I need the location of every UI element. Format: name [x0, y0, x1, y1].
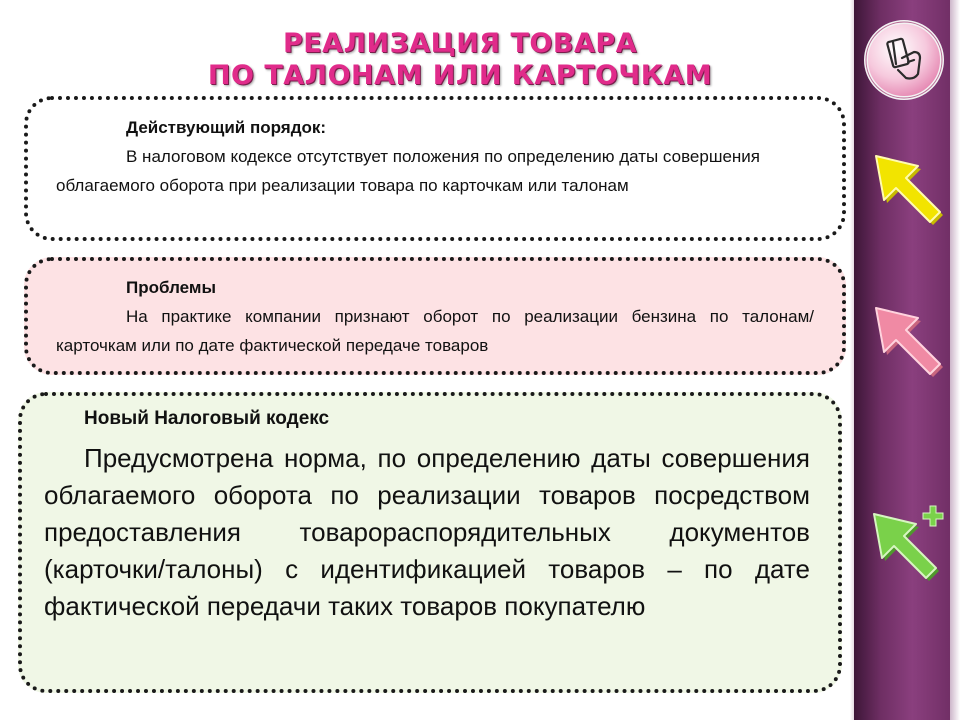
slide-title-line2: ПО ТАЛОНАМ ИЛИ КАРТОЧКАМ — [207, 60, 713, 91]
current-procedure-box — [24, 96, 846, 241]
new-tax-code-heading: Новый Налоговый кодекс — [84, 408, 330, 429]
problems-heading: Проблемы — [126, 278, 216, 297]
pink-arrow-icon[interactable] — [868, 300, 948, 380]
card-hand-icon[interactable] — [862, 18, 946, 102]
new-tax-code-text: Предусмотрена норма, по определению даты совершения облагаемого оборота по реализации товаров посредством предоставления товарораспорядительных документов (карточки/талоны) с идентификацией товаров – по дате фактической передачи таких товаров покупателю — [44, 443, 810, 621]
green-arrow-plus-icon[interactable] — [866, 500, 950, 584]
sidebar-edge-right — [950, 0, 960, 720]
new-tax-code-box — [18, 392, 842, 693]
current-procedure-heading: Действующий порядок: — [126, 118, 327, 137]
slide-title — [150, 28, 770, 92]
yellow-arrow-icon[interactable] — [868, 148, 948, 228]
current-procedure-text: В налоговом кодексе отсутствует положения по определению даты совершения облагаемого оборота при реализации товара по карточкам или талонам — [56, 147, 760, 195]
slide-title-line1: РЕАЛИЗАЦИЯ ТОВАРА — [282, 28, 638, 59]
problems-text: На практике компании признают оборот по реализации бензина по талонам/ карточкам или по дате фактической передаче товаров — [56, 307, 814, 355]
problems-box — [24, 257, 846, 375]
